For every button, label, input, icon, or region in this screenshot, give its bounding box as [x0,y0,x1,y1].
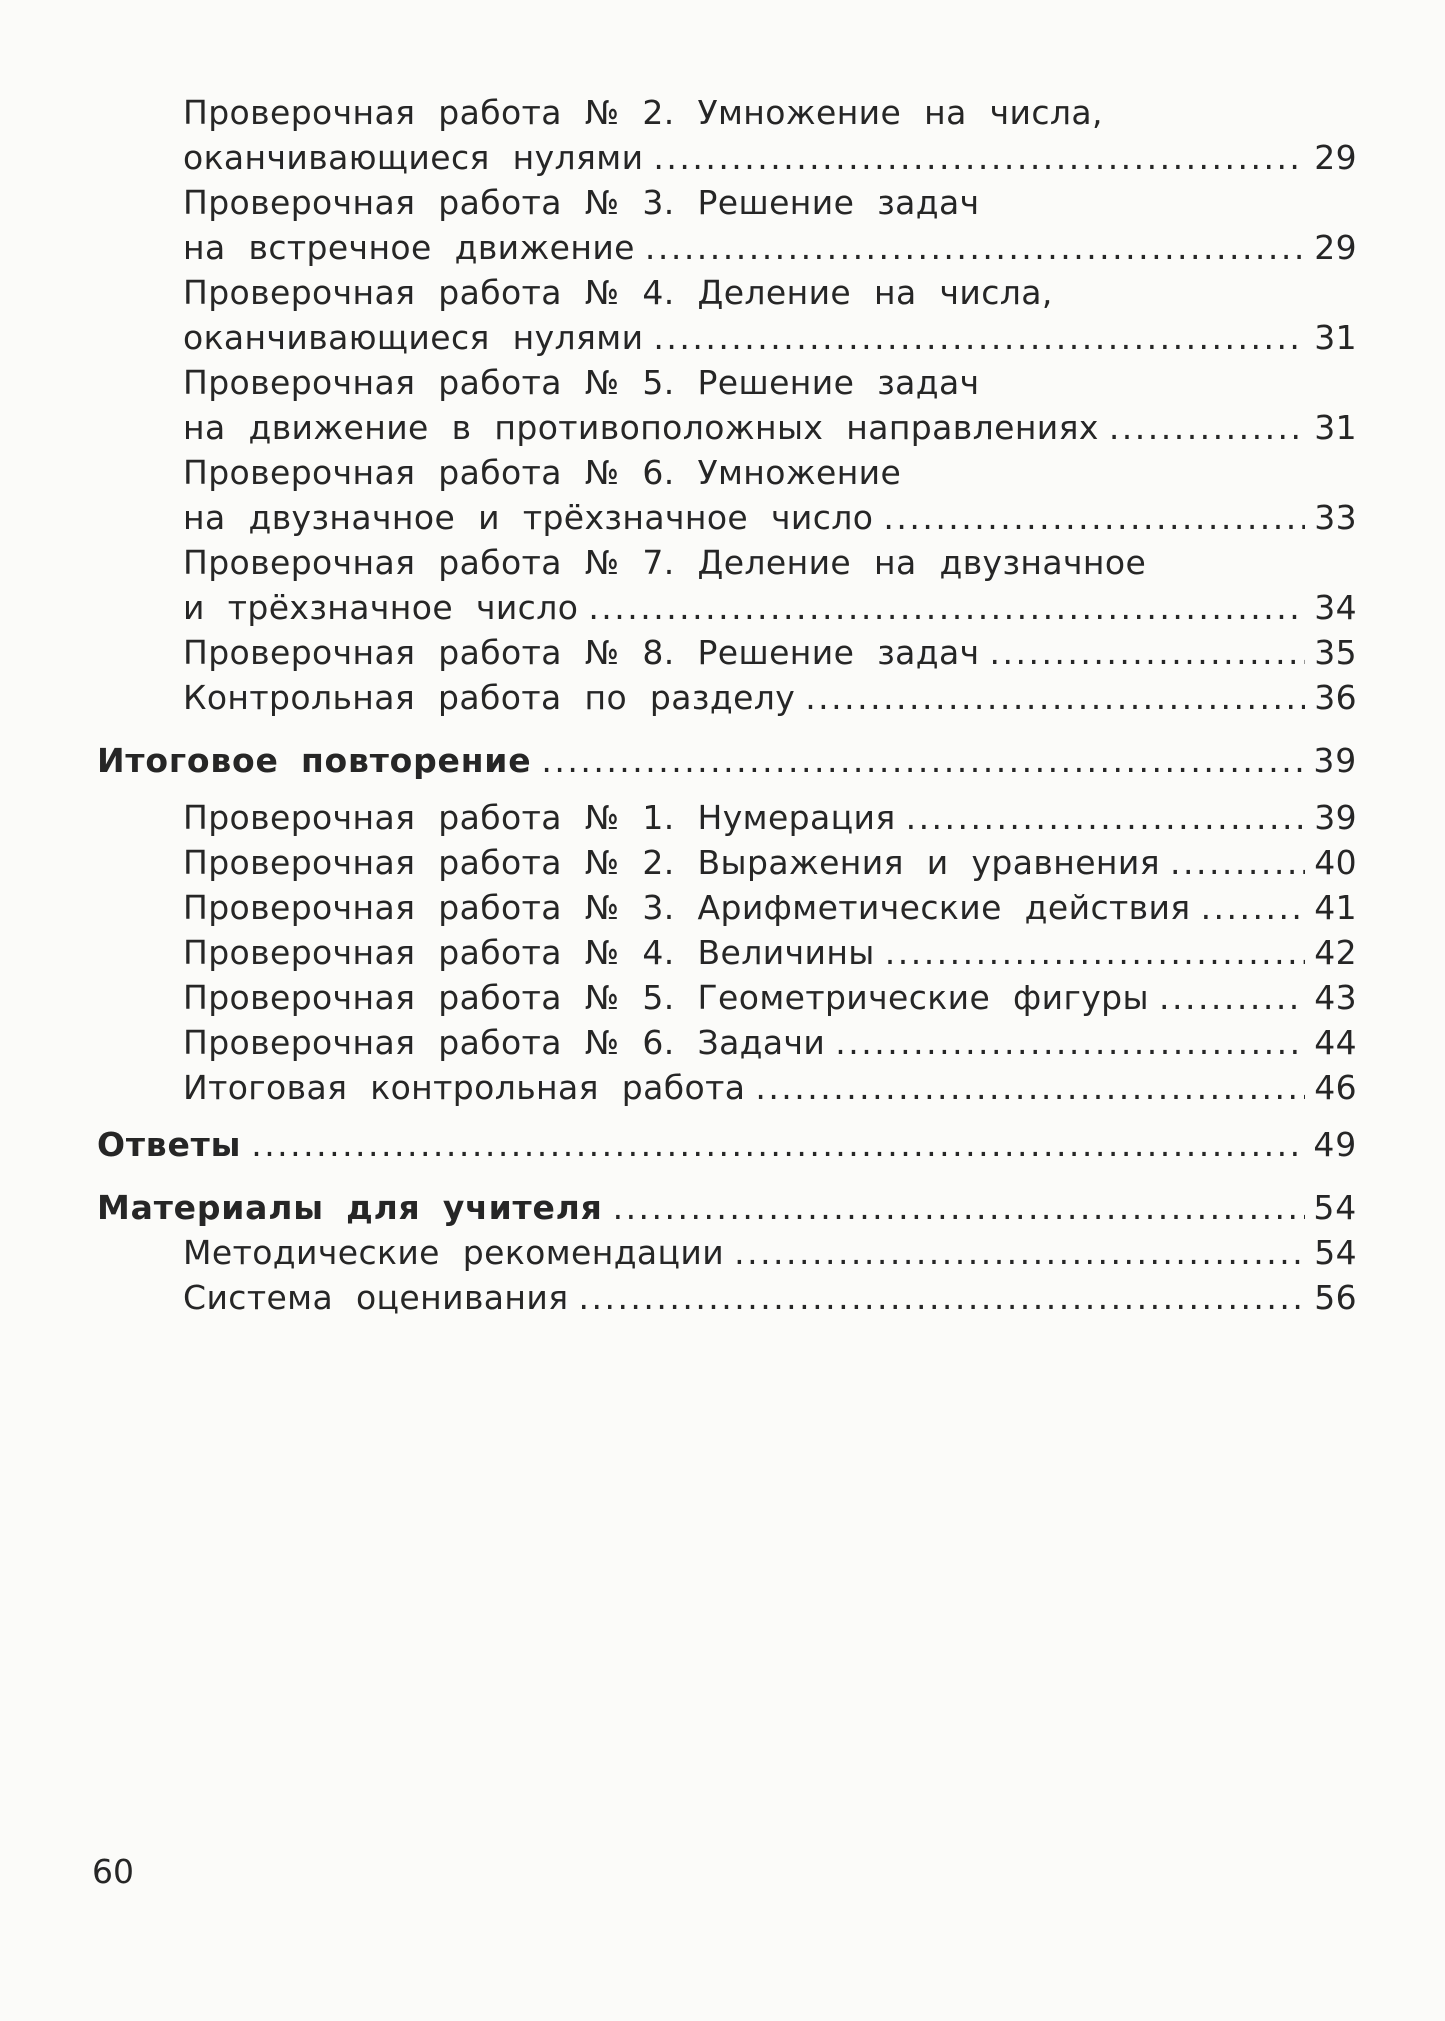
toc-page-number: 42 [1314,933,1357,972]
dot-leader [805,675,1305,720]
toc-entry [97,180,1357,270]
section-gap [97,783,1357,795]
section-title: Материалы для учителя [97,1188,603,1227]
toc-section-heading [97,1185,1357,1230]
toc-entry-line [97,495,1357,540]
toc-entry-title: Проверочная работа № 5. Геометрические фигуры [183,978,1149,1017]
toc-entry [97,1065,1357,1110]
toc-entry-line [97,270,1357,315]
toc-page-number: 54 [1314,1233,1357,1272]
toc-entry-title: Проверочная работа № 2. Умножение на числа, [183,93,1103,132]
toc-entry [97,1020,1357,1065]
toc-entry-line [97,90,1357,135]
toc-entry-title: Проверочная работа № 8. Решение задач [183,633,980,672]
toc-page-number: 54 [1313,1188,1357,1227]
dot-leader [835,1020,1305,1065]
toc-entry-title: Проверочная работа № 7. Деление на двузначное [183,543,1147,582]
toc-page-number: 29 [1314,138,1357,177]
dot-leader [579,1275,1306,1320]
dot-leader [1159,975,1305,1020]
table-of-contents [97,90,1357,1320]
toc-page-number: 31 [1314,408,1357,447]
toc-entry-title: Итоговая контрольная работа [183,1068,746,1107]
toc-entry [97,675,1357,720]
toc-entry-title-cont: на встречное движение [183,228,635,267]
toc-entry [97,540,1357,630]
dot-leader [906,795,1305,840]
toc-page-number: 31 [1314,318,1357,357]
dot-leader [755,1065,1305,1110]
toc-section-heading [97,1122,1357,1167]
toc-entry [97,930,1357,975]
toc-entry-title: Проверочная работа № 4. Деление на числа, [183,273,1053,312]
toc-entry [97,1275,1357,1320]
toc-entry [97,975,1357,1020]
dot-leader [883,495,1305,540]
dot-leader [251,1122,1305,1167]
toc-entry [97,360,1357,450]
toc-entry-title-cont: и трёхзначное число [183,588,579,627]
toc-entry-title: Проверочная работа № 1. Нумерация [183,798,896,837]
toc-page-number: 56 [1314,1278,1357,1317]
toc-entry-line [97,360,1357,405]
dot-leader [613,1185,1305,1230]
section-title: Ответы [97,1125,242,1164]
toc-entry-title-cont: оканчивающиеся нулями [183,138,644,177]
toc-entry-line [97,405,1357,450]
toc-entry-title-cont: на движение в противоположных направлениях [183,408,1099,447]
page-number: 60 [92,1852,134,1891]
toc-entry-title: Контрольная работа по разделу [183,678,796,717]
toc-page-number: 34 [1314,588,1357,627]
section-gap [97,720,1357,738]
toc-entry [97,630,1357,675]
toc-entry [97,270,1357,360]
toc-entry-line [97,585,1357,630]
toc-page-number: 35 [1314,633,1357,672]
toc-page-number: 36 [1314,678,1357,717]
dot-leader [1109,405,1305,450]
toc-page-number: 46 [1314,1068,1357,1107]
toc-entry [97,90,1357,180]
toc-entry-line [97,135,1357,180]
dot-leader [1201,885,1305,930]
toc-page-number: 44 [1314,1023,1357,1062]
section-gap [97,1110,1357,1122]
toc-entry [97,1230,1357,1275]
toc-entry-title: Система оценивания [183,1278,569,1317]
dot-leader [653,315,1305,360]
dot-leader [541,738,1305,783]
toc-entry-title-cont: оканчивающиеся нулями [183,318,644,357]
dot-leader [588,585,1305,630]
toc-page-number: 39 [1313,741,1357,780]
toc-entry [97,795,1357,840]
toc-entry-title: Проверочная работа № 4. Величины [183,933,875,972]
toc-page-number: 39 [1314,798,1357,837]
toc-entry-title: Проверочная работа № 3. Решение задач [183,183,980,222]
toc-entry-title: Проверочная работа № 5. Решение задач [183,363,980,402]
toc-page-number: 29 [1314,228,1357,267]
toc-entry-line [97,450,1357,495]
toc-entry-title: Проверочная работа № 2. Выражения и уравнения [183,843,1161,882]
toc-entry [97,885,1357,930]
toc-page-number: 40 [1314,843,1357,882]
dot-leader [990,630,1305,675]
dot-leader [1170,840,1305,885]
toc-entry-title: Проверочная работа № 3. Арифметические действия [183,888,1191,927]
toc-entry-title-cont: на двузначное и трёхзначное число [183,498,874,537]
toc-page-number: 49 [1313,1125,1357,1164]
toc-entry-title: Проверочная работа № 6. Умножение [183,453,902,492]
dot-leader [645,225,1305,270]
section-gap [97,1167,1357,1185]
toc-page-number: 43 [1314,978,1357,1017]
toc-entry-line [97,180,1357,225]
toc-page-number: 41 [1314,888,1357,927]
dot-leader [653,135,1305,180]
section-title: Итоговое повторение [97,741,532,780]
toc-entry-line [97,315,1357,360]
toc-entry-title: Методические рекомендации [183,1233,725,1272]
toc-entry-line [97,540,1357,585]
toc-section-heading [97,738,1357,783]
toc-entry-title: Проверочная работа № 6. Задачи [183,1023,826,1062]
dot-leader [734,1230,1305,1275]
toc-entry-line [97,225,1357,270]
toc-entry [97,450,1357,540]
dot-leader [885,930,1305,975]
toc-entry [97,840,1357,885]
toc-page-number: 33 [1314,498,1357,537]
